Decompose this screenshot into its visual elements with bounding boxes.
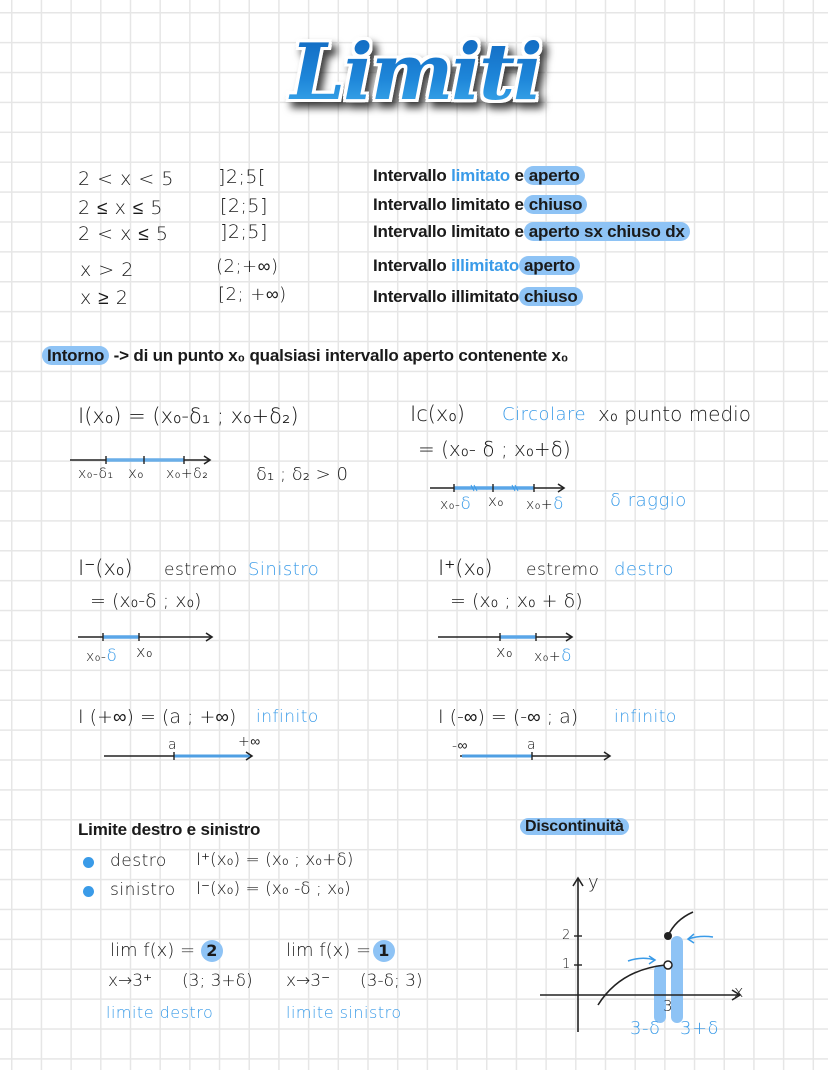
conjunction: e xyxy=(514,195,524,214)
axis-label: a xyxy=(168,737,178,753)
minus-infinity-number-line xyxy=(460,750,620,766)
discontinuity-heading: Discontinuità xyxy=(520,818,629,836)
interval-type-highlight: aperto xyxy=(524,166,585,185)
left-limit-sub: x→3⁻ xyxy=(286,971,331,991)
title-sticker xyxy=(283,18,548,133)
interval-kind: illimitato xyxy=(451,256,520,275)
interval-description xyxy=(373,256,580,276)
delta-condition: δ₁ ; δ₂ > 0 xyxy=(256,464,348,485)
description-prefix: Intervallo xyxy=(373,256,447,275)
minus-infinity-label: infinito xyxy=(614,707,677,727)
axis-label: x₀-δ₁ xyxy=(78,466,114,482)
plus-infinity-number-line xyxy=(104,750,264,766)
right-word: estremo xyxy=(526,560,600,580)
axis-label: x₀ xyxy=(496,642,513,661)
left-limit-interval: (3-δ; 3) xyxy=(360,971,423,991)
interval-type-highlight: aperto xyxy=(519,256,580,275)
y-tick-label: 1 xyxy=(562,957,571,972)
interval-kind: limitato xyxy=(451,195,510,214)
interval-description xyxy=(373,287,583,307)
interval-kind: illimitato xyxy=(451,287,520,306)
conjunction: e xyxy=(514,222,524,241)
bottom-label: 3+δ xyxy=(680,1018,720,1039)
right-formula: = (x₀ ; x₀ + δ) xyxy=(450,590,583,612)
inequality: 2 ≤ x ≤ 5 xyxy=(78,197,163,219)
axis-label: -∞ xyxy=(452,738,469,754)
left-label: Sinistro xyxy=(248,559,320,580)
interval-description xyxy=(373,222,690,242)
axis-label: x₀ xyxy=(136,642,153,661)
left-limit-expr: lim f(x) = 1 xyxy=(286,940,395,962)
axis-label: x₀-δ xyxy=(440,494,472,514)
general-neighborhood-formula: I(x₀) = (x₀-δ₁ ; x₀+δ₂) xyxy=(78,404,299,428)
bullet-icon xyxy=(83,857,94,868)
right-formula-head: I⁺(x₀) xyxy=(438,556,493,580)
intorno-definition xyxy=(42,346,568,366)
circular-formula-head: Ic(x₀) xyxy=(410,402,465,426)
interval-type-highlight: chiuso xyxy=(519,287,583,306)
conjunction: e xyxy=(514,166,524,185)
description-prefix: Intervallo xyxy=(373,195,447,214)
left-formula-head: I⁻(x₀) xyxy=(78,556,133,580)
description-prefix: Intervallo xyxy=(373,222,447,241)
circular-note: x₀ punto medio xyxy=(598,402,751,426)
interval-notation: [2;5] xyxy=(220,195,268,217)
interval-notation: ]2;5[ xyxy=(218,166,266,188)
y-tick-label: 2 xyxy=(562,928,571,943)
right-limit-interval: (3; 3+δ) xyxy=(182,971,253,991)
axis-label: a xyxy=(527,737,537,753)
intorno-text: -> di un punto x₀ qualsiasi intervallo aperto contenente x₀ xyxy=(113,346,569,365)
bullet-formula: I⁻(x₀) = (x₀ -δ ; x₀) xyxy=(196,879,351,899)
axis-label: x₀+δ xyxy=(534,646,573,666)
inequality: 2 < x < 5 xyxy=(78,168,174,190)
left-formula: = (x₀-δ ; x₀) xyxy=(90,590,202,612)
axis-label: x₀+δ₂ xyxy=(166,466,209,482)
circular-label: Circolare xyxy=(502,404,587,425)
minus-infinity-formula: I (-∞) = (-∞ ; a) xyxy=(438,706,579,728)
inequality: x > 2 xyxy=(80,259,134,281)
interval-kind: limitato xyxy=(451,166,510,185)
bullet-icon xyxy=(83,886,94,897)
right-label: destro xyxy=(614,559,674,580)
left-word: estremo xyxy=(164,560,238,580)
interval-type-highlight: chiuso xyxy=(524,195,588,214)
interval-notation: ]2;5] xyxy=(220,221,268,243)
right-limit-expr: lim f(x) = 2 xyxy=(110,940,223,962)
interval-description xyxy=(373,166,585,186)
interval-notation: (2;+∞) xyxy=(216,256,279,277)
description-prefix: Intervallo xyxy=(373,287,447,306)
description-prefix: Intervallo xyxy=(373,166,447,185)
inequality: x ≥ 2 xyxy=(80,287,129,309)
y-axis-label: y xyxy=(588,872,600,893)
x-axis-label: x xyxy=(734,982,744,1001)
intorno-term: Intorno xyxy=(42,346,109,365)
bullet-label: sinistro xyxy=(110,880,176,900)
interval-notation: [2; +∞) xyxy=(218,284,287,305)
circular-formula: = (x₀- δ ; x₀+δ) xyxy=(418,437,571,461)
interval-description xyxy=(373,195,587,215)
right-limit-sub: x→3⁺ xyxy=(108,971,153,991)
right-limit-caption: limite destro xyxy=(106,1003,214,1022)
plus-infinity-formula: I (+∞) = (a ; +∞) xyxy=(78,706,237,728)
bullet-formula: I⁺(x₀) = (x₀ ; x₀+δ) xyxy=(196,850,354,870)
x-tick-label: 3 xyxy=(663,997,674,1015)
page-title: Limiti xyxy=(283,18,548,128)
right-limit-value: 2 xyxy=(201,940,223,962)
interval-kind: limitato xyxy=(451,222,510,241)
left-limit-caption: limite sinistro xyxy=(286,1003,402,1022)
axis-label: x₀-δ xyxy=(86,646,118,666)
interval-type-highlight: aperto sx chiuso dx xyxy=(524,222,690,241)
left-limit-value: 1 xyxy=(373,940,395,962)
inequality: 2 < x ≤ 5 xyxy=(78,223,169,245)
bottom-label: 3-δ xyxy=(630,1018,661,1039)
axis-label: +∞ xyxy=(238,734,261,750)
axis-label: x₀ xyxy=(128,464,144,482)
axis-label: x₀+δ xyxy=(526,494,565,514)
axis-label: x₀ xyxy=(488,492,504,510)
limits-heading: Limite destro e sinistro xyxy=(78,820,261,839)
radius-note: δ raggio xyxy=(610,490,687,511)
bullet-label: destro xyxy=(110,851,167,871)
plus-infinity-label: infinito xyxy=(256,707,319,727)
